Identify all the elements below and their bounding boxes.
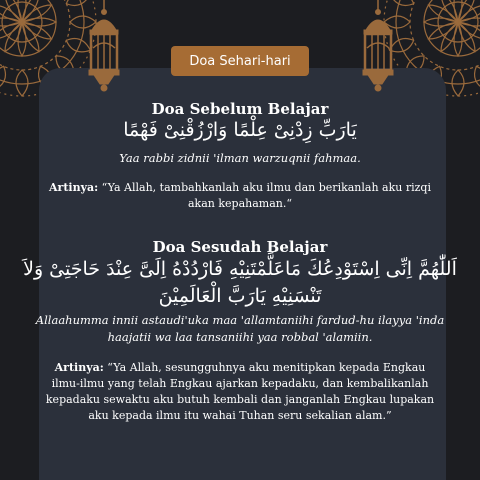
translation-line: akan kepahaman.“ — [188, 197, 292, 210]
translation-label: Artinya: — [48, 181, 99, 194]
translation-before-study — [0, 180, 480, 212]
translation-line: Artinya: “Ya Allah, sesungguhnya aku menitipkan kepada Engkau — [54, 361, 426, 374]
transliteration-line: Allaahumma innii astaudi'uka maa 'allamtaniihi fardud-hu ilayya 'inda — [35, 313, 445, 327]
transliteration-before-study: Yaa rabbi zidnii 'ilman warzuqnii fahmaa. — [119, 151, 361, 165]
translation-line: kepadaku sewaktu aku butuh kembali dan janganlah Engkau lupakan — [45, 393, 435, 406]
arabic-prayer-after-study-line-2: تَنْسَنِيْهِ يَارَبَّ الْعَالَمِيْنَ — [158, 285, 322, 307]
arabic-prayer-after-study-line-1: اَللّٰهُمَّ اِنِّى اِسْتَوْدِعُكَ مَاعَلَّمْتَنِيْهِ فَارْدُدْهُ اِلَىَّ عِنْدَ حَاجَتِىْ وَلاَ — [23, 258, 457, 280]
translation-line: Artinya: “Ya Allah, tambahkanlah aku ilmu dan berikanlah aku rizqi — [48, 181, 431, 194]
arabic-prayer-before-study: يَارَبِّ زِدْنِىْ عِلْمًا وَارْزُقْنِىْ فَهْمًا — [123, 119, 357, 141]
lantern-icon-left — [84, 0, 124, 96]
header-badge — [171, 46, 309, 76]
translation-line: ilmu-ilmu yang telah Engkau ajarkan kepadaku, dan kembalikanlah — [51, 377, 429, 390]
section-title-after-study: Doa Sesudah Belajar — [152, 238, 328, 256]
header-title: Doa Sehari-hari — [189, 53, 291, 69]
lantern-icon-right — [358, 0, 398, 96]
translation-line: aku kepada ilmu itu wahai Tuhan seru sekalian alam.” — [88, 409, 392, 422]
transliteration-after-study — [0, 312, 480, 346]
translation-after-study — [0, 360, 480, 424]
section-title-before-study: Doa Sebelum Belajar — [151, 100, 329, 118]
translation-label: Artinya: — [54, 361, 104, 374]
transliteration-line: haajatii wa laa tansaniihi yaa robbal 'alamiin. — [107, 330, 373, 344]
